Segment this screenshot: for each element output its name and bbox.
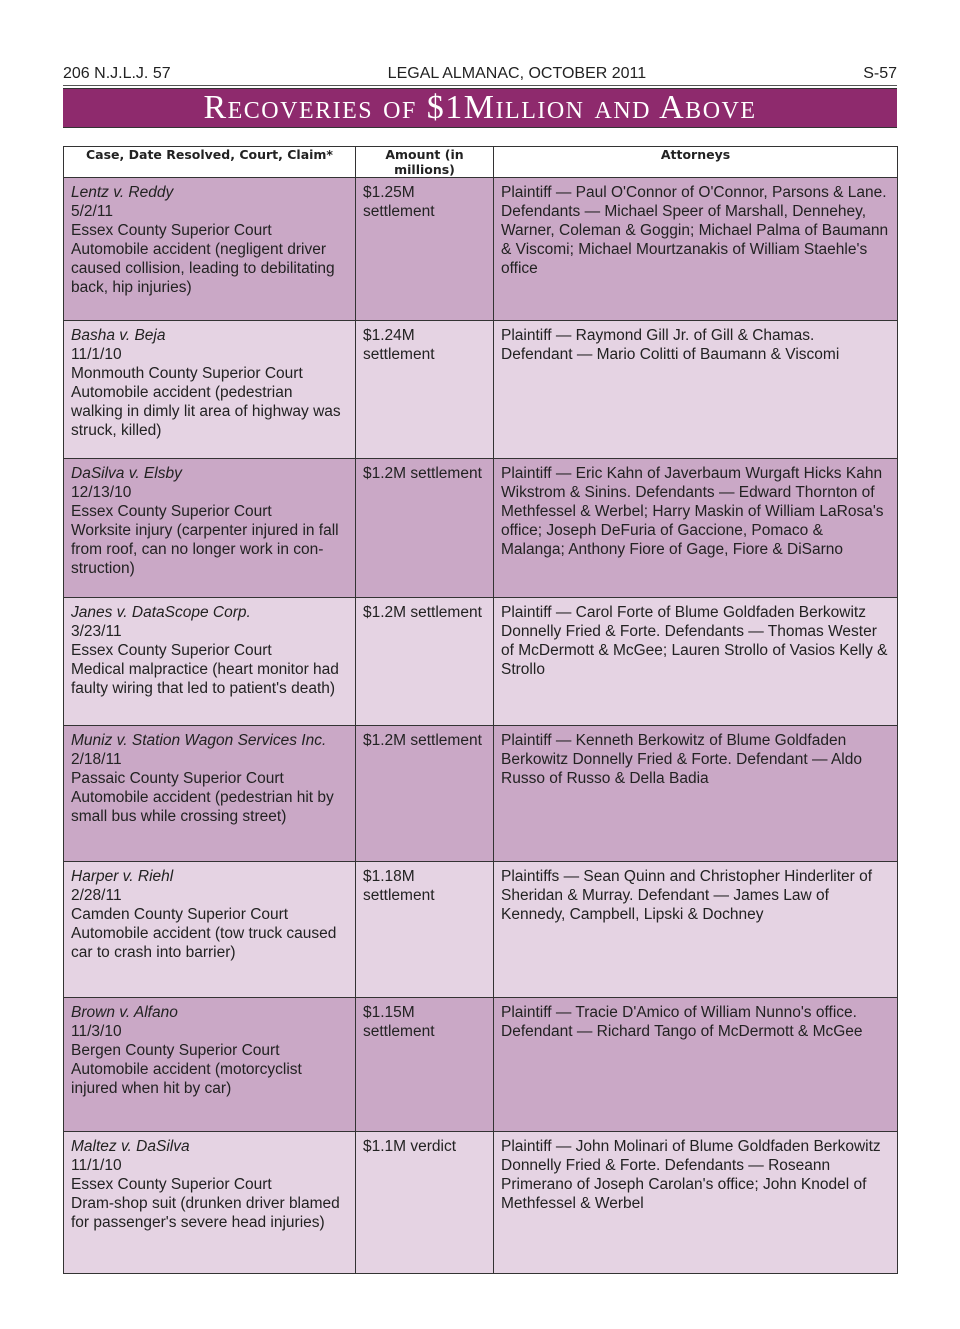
table-row <box>64 998 898 1132</box>
resolved-date: 2/18/11 <box>71 751 122 768</box>
claim-description: Worksite injury (carpenter injured in fall from roof, can no longer work in con-struction) <box>71 522 339 577</box>
amount-cell: $1.2M settlement <box>356 459 494 598</box>
court-name: Essex County Superior Court <box>71 642 272 659</box>
resolved-date: 11/1/10 <box>71 346 122 363</box>
page-header <box>63 63 897 86</box>
claim-description: Automobile accident (pedestrian hit by small bus while crossing street) <box>71 789 334 825</box>
case-name: Muniz v. Station Wagon Services Inc. <box>71 732 327 749</box>
table-row <box>64 862 898 998</box>
amount-cell: $1.18M settlement <box>356 862 494 998</box>
claim-description: Automobile accident (motorcyclist injured when hit by car) <box>71 1061 302 1097</box>
attorneys-cell: Plaintiff — Raymond Gill Jr. of Gill & Chamas. Defendant — Mario Colitti of Baumann & Viscomi <box>494 321 898 459</box>
table-row <box>64 1132 898 1274</box>
amount-cell: $1.1M verdict <box>356 1132 494 1274</box>
attorneys-cell: Plaintiff — John Molinari of Blume Goldfaden Berkowitz Donnelly Fried & Forte. Defendants — Roseann Primerano of Joseph Carolan's office; John Knodel of Methfessel & Werbel <box>494 1132 898 1274</box>
attorneys-cell: Plaintiff — Paul O'Connor of O'Connor, Parsons & Lane. Defendants — Michael Speer of Marshall, Dennehey, Warner, Coleman & Goggin; Michael Palma of Baumann & Viscomi; Michael Mourtzanakis of William Staehle's office <box>494 178 898 321</box>
case-name: DaSilva v. Elsby <box>71 465 182 482</box>
section-banner <box>63 88 897 128</box>
resolved-date: 12/13/10 <box>71 484 132 501</box>
claim-description: Automobile accident (negligent driver caused collision, leading to debilitating back, hip injuries) <box>71 241 335 296</box>
attorneys-cell: Plaintiffs — Sean Quinn and Christopher Hinderliter of Sheridan & Murray. Defendant — James Law of Kennedy, Campbell, Lipski & Dochney <box>494 862 898 998</box>
resolved-date: 3/23/11 <box>71 623 122 640</box>
amount-cell: $1.25M settlement <box>356 178 494 321</box>
table-row <box>64 459 898 598</box>
attorneys-cell: Plaintiff — Eric Kahn of Javerbaum Wurgaft Hicks Kahn Wikstrom & Sinins. Defendants — Edward Thornton of Methfessel & Werbel; Harry Maskin of William LaRosa's office; Joseph DeFuria of Gaccione, Pomaco & Malanga; Anthony Fiore of Gage, Fiore & DiSarno <box>494 459 898 598</box>
case-cell <box>64 862 356 998</box>
court-name: Passaic County Superior Court <box>71 770 284 787</box>
case-cell <box>64 998 356 1132</box>
amount-cell: $1.24M settlement <box>356 321 494 459</box>
case-cell <box>64 459 356 598</box>
case-cell <box>64 178 356 321</box>
section-title: Recoveries of $1Million and Above <box>203 89 757 126</box>
case-name: Janes v. DataScope Corp. <box>71 604 251 621</box>
claim-description: Medical malpractice (heart monitor had faulty wiring that led to patient's death) <box>71 661 339 697</box>
court-name: Monmouth County Superior Court <box>71 365 303 382</box>
court-name: Bergen County Superior Court <box>71 1042 280 1059</box>
claim-description: Automobile accident (pedestrian walking in dimly lit area of highway was struck, killed) <box>71 384 341 439</box>
header-publication: LEGAL ALMANAC, OCTOBER 2011 <box>387 65 647 82</box>
table-row <box>64 321 898 459</box>
case-name: Lentz v. Reddy <box>71 184 174 201</box>
column-header-case: Case, Date Resolved, Court, Claim* <box>64 147 356 178</box>
court-name: Camden County Superior Court <box>71 906 289 923</box>
case-cell <box>64 321 356 459</box>
case-cell <box>64 598 356 726</box>
claim-description: Dram-shop suit (drunken driver blamed for passenger's severe head injuries) <box>71 1195 340 1231</box>
amount-cell: $1.15M settlement <box>356 998 494 1132</box>
attorneys-cell: Plaintiff — Tracie D'Amico of William Nunno's office. Defendant — Richard Tango of McDermott & McGee <box>494 998 898 1132</box>
header-citation: 206 N.J.L.J. 57 <box>63 65 171 82</box>
case-name: Basha v. Beja <box>71 327 166 344</box>
court-name: Essex County Superior Court <box>71 503 272 520</box>
resolved-date: 5/2/11 <box>71 203 113 220</box>
attorneys-cell: Plaintiff — Kenneth Berkowitz of Blume Goldfaden Berkowitz Donnelly Fried & Forte. Defendant — Aldo Russo of Russo & Della Badia <box>494 726 898 862</box>
resolved-date: 11/3/10 <box>71 1023 122 1040</box>
case-cell <box>64 1132 356 1274</box>
case-name: Maltez v. DaSilva <box>71 1138 190 1155</box>
header-page-number: S-57 <box>863 65 897 82</box>
court-name: Essex County Superior Court <box>71 1176 272 1193</box>
column-header-attorneys: Attorneys <box>494 147 898 178</box>
court-name: Essex County Superior Court <box>71 222 272 239</box>
case-cell <box>64 726 356 862</box>
table-header-row <box>64 147 898 178</box>
column-header-amount: Amount (in millions) <box>356 147 494 178</box>
table-row <box>64 598 898 726</box>
resolved-date: 11/1/10 <box>71 1157 122 1174</box>
claim-description: Automobile accident (tow truck caused car to crash into barrier) <box>71 925 337 961</box>
amount-cell: $1.2M settlement <box>356 598 494 726</box>
resolved-date: 2/28/11 <box>71 887 122 904</box>
case-name: Brown v. Alfano <box>71 1004 178 1021</box>
recoveries-table <box>63 146 898 1274</box>
attorneys-cell: Plaintiff — Carol Forte of Blume Goldfaden Berkowitz Donnelly Fried & Forte. Defendants — Thomas Wester of McDermott & McGee; Lauren Strollo of Vasios Kelly & Strollo <box>494 598 898 726</box>
table-row <box>64 726 898 862</box>
table-row <box>64 178 898 321</box>
amount-cell: $1.2M settlement <box>356 726 494 862</box>
case-name: Harper v. Riehl <box>71 868 174 885</box>
